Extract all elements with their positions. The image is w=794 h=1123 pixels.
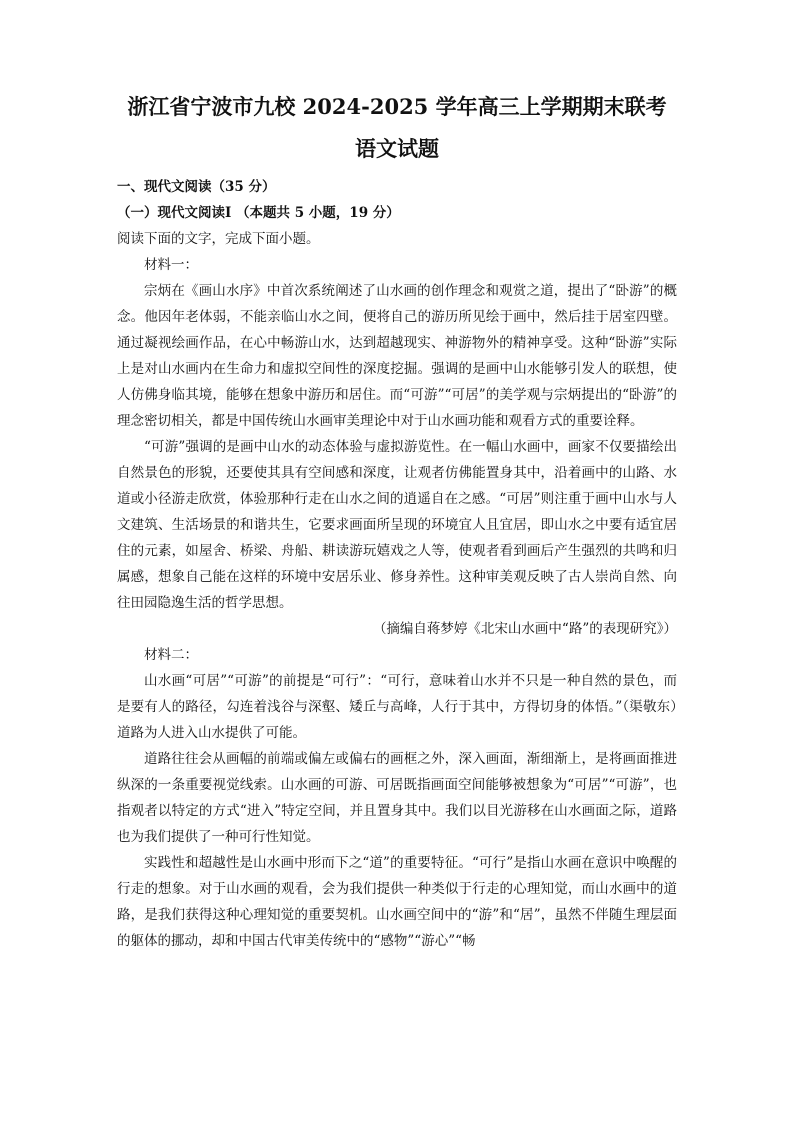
document-subtitle: 语文试题 <box>355 136 439 161</box>
material2-paragraph: 实践性和超越性是山水画中形而下之“道”的重要特征。“可行”是指山水画在意识中唤醒的行走的想象。对于山水画的观看，会为我们提供一种类似于行走的心理知觉，而山水画中的道路，是我们获得这种心理知觉的重要契机。山水画空间中的“游”和“居”，虽然不伴随生理层面的躯体的挪动，却和中国古代审美传统中的“感物”“游心”“畅 <box>117 855 677 949</box>
material2-paragraph: 山水画“可居”“可游”的前提是“可行”：“可行，意味着山水并不只是一种自然的景色，而是要有人的路径，勾连着浅谷与深壑、矮丘与高峰，人行于其中，方得切身的体悟。”（渠敬东）道路为人进入山水提供了可能。 <box>117 673 677 741</box>
material1-paragraph: 宗炳在《画山水序》中首次系统阐述了山水画的创作理念和观赏之道，提出了“卧游”的概念。他因年老体弱，不能亲临山水之间，便将自己的游历所见绘于画中，然后挂于居室四壁。通过凝视绘画作品，在心中畅游山水，达到超越现实、神游物外的精神享受。这种“卧游”实际上是对山水画内在生命力和虚拟空间性的深度挖掘。强调的是画中山水能够引发人的联想，使人仿佛身临其境，能够在想象中游历和居住。而“可游”“可居”的美学观与宗炳提出的“卧游”的理念密切相关，都是中国传统山水画审美理论中对于山水画功能和观看方式的重要诠释。 <box>117 283 677 429</box>
section-heading: 一、现代文阅读（35 分） <box>117 179 276 195</box>
material1-source: （摘编自蒋梦婷《北宋山水画中“路”的表现研究》） <box>372 621 677 637</box>
material2-label: 材料二： <box>144 647 198 663</box>
instruction-text: 阅读下面的文字，完成下面小题。 <box>117 231 320 247</box>
subsection-heading: （一）现代文阅读Ⅰ （本题共 5 小题，19 分） <box>117 205 400 221</box>
document-title: 浙江省宁波市九校 2024-2025 学年高三上学期期末联考 <box>127 94 667 119</box>
material1-paragraph: “可游”强调的是画中山水的动态体验与虚拟游览性。在一幅山水画中，画家不仅要描绘出自然景色的形貌，还要使其具有空间感和深度，让观者仿佛能置身其中，沿着画中的山路、水道或小径游走欣赏，体验那种行走在山水之间的逍遥自在之感。“可居”则注重于画中山水与人文建筑、生活场景的和谐共生，它要求画面所呈现的环境宜人且宜居，即山水之中要有适宜居住的元素，如屋舍、桥梁、舟船、耕读游玩嬉戏之人等，使观者看到画后产生强烈的共鸣和归属感，想象自己能在这样的环境中安居乐业、修身养性。这种审美观反映了古人崇尚自然、向往田园隐逸生活的哲学思想。 <box>117 439 677 611</box>
material1-label: 材料一： <box>144 257 198 273</box>
material2-paragraph: 道路往往会从画幅的前端或偏左或偏右的画框之外，深入画面，渐细渐上，是将画面推进纵深的一条重要视觉线索。山水画的可游、可居既指画面空间能够被想象为“可居”“可游”，也指观者以特定的方式“进入”特定空间，并且置身其中。我们以目光游移在山水画面之际，道路也为我们提供了一种可行性知觉。 <box>117 751 677 845</box>
